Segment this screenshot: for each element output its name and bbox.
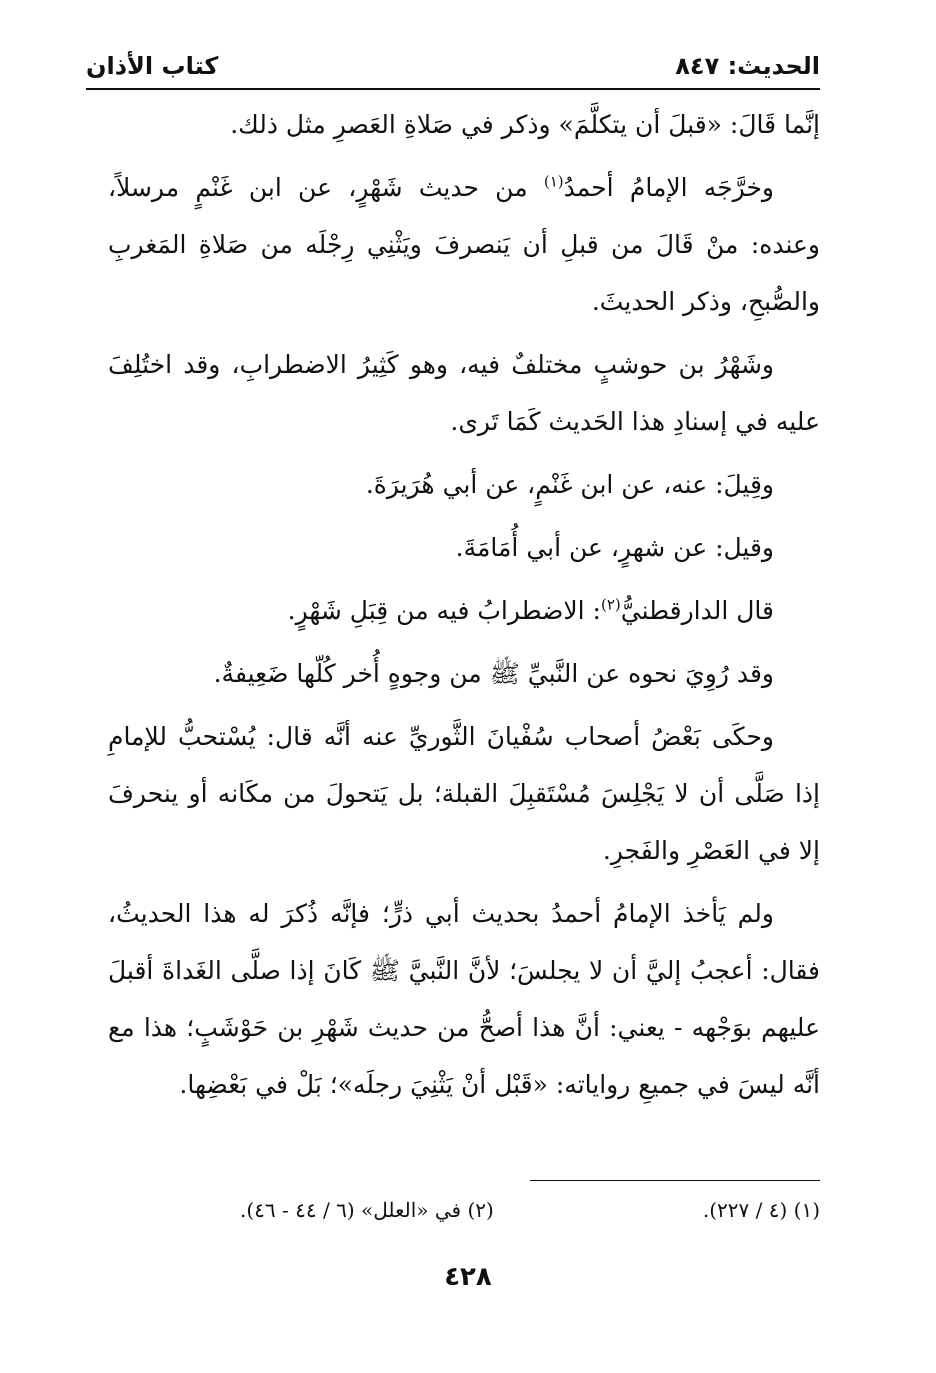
paragraph-6-start: قال الدارقطنيُّ <box>620 596 774 625</box>
paragraph-3: وشَهْرُ بن حوشبٍ مختلفٌ فيه، وهو كَثِيرُ الاضطرابِ، وقد اختُلِفَ عليه في إسنادِ هذا الحَديث كَمَا تَرى. <box>108 350 820 436</box>
paragraph-1: إنَّما قَالَ: «قبلَ أن يتكلَّمَ» وذكر في صَلاةِ العَصرِ مثل ذلك. <box>230 110 820 139</box>
paragraph-9: ولم يَأخذ الإمامُ أحمدُ بحديث أبي ذرٍّ؛ فإنَّه ذُكرَ له هذا الحديثُ، فقال: أعجبُ إليَّ أن لا يجلسَ؛ لأنَّ النَّبيَّ ﷺ كَانَ إذا صلَّى الغَداةَ أقبلَ عليهم بوَجْهه - يعني: أنَّ هذا أصحُّ من حديث شَهْرِ بن حَوْشَبٍ؛ هذا مع أنَّه ليسَ في جميعِ رواياته: «قَبْل أنْ يَثْنِيَ رجلَه»؛ بَلْ في بَعْضِها. <box>108 899 820 1099</box>
paragraph-8: وحكَى بَعْضُ أصحاب سُفْيانَ الثَّوريِّ عنه أنَّه قال: يُسْتحبُّ للإمامِ إذا صَلَّى أن لا يَجْلِسَ مُسْتَقبِلَ القبلة؛ بل يَتحولَ من مكَانه أو ينحرفَ إلا في العَصْرِ والفَجرِ. <box>108 722 820 865</box>
page-number: ٤٢٨ <box>444 1262 492 1292</box>
paragraph-6 <box>108 582 820 639</box>
book-title: كتاب الأذان <box>86 52 219 80</box>
footnote-ref-1[interactable]: (١) <box>543 172 564 191</box>
running-header <box>86 40 820 80</box>
header-divider <box>86 88 820 90</box>
paragraph-5: وقيل: عن شهرٍ، عن أبي أُمَامَةَ. <box>455 533 774 562</box>
footnote-1: (١) (٤ / ٢٢٧). <box>702 1198 820 1222</box>
paragraph-2-start: وخرَّجَه الإمامُ أحمدُ <box>563 173 774 202</box>
paragraph-6-rest: : الاضطرابُ فيه من قِبَلِ شَهْرٍ. <box>287 596 601 625</box>
paragraph-4: وقِيلَ: عنه، عن ابن غَنْمٍ، عن أبي هُرَيرَةَ. <box>365 470 774 499</box>
hadith-number-label: الحديث: ٨٤٧ <box>675 52 820 80</box>
main-text <box>108 96 820 1119</box>
paragraph-7: وقد رُوِيَ نحوه عن النَّبيِّ ﷺ من وجوهٍ أُخر كُلّها ضَعِيفةٌ. <box>213 659 774 688</box>
paragraph-2 <box>108 159 820 330</box>
paragraph-2-rest: من حديث شَهْرٍ، عن ابن غَنْمٍ مرسلاً، وعنده: منْ قَالَ من قبلِ أن يَنصرفَ ويَثْنِي رِجْلَه من صَلاةِ المَغربِ والصُّبحِ، وذكر الحديثَ. <box>108 173 820 316</box>
footnote-ref-2[interactable]: (٢) <box>600 595 621 614</box>
footnote-divider <box>530 1180 820 1181</box>
footnotes <box>240 1198 820 1222</box>
footnote-2: (٢) في «العلل» (٦ / ٤٤ - ٤٦). <box>240 1198 494 1222</box>
